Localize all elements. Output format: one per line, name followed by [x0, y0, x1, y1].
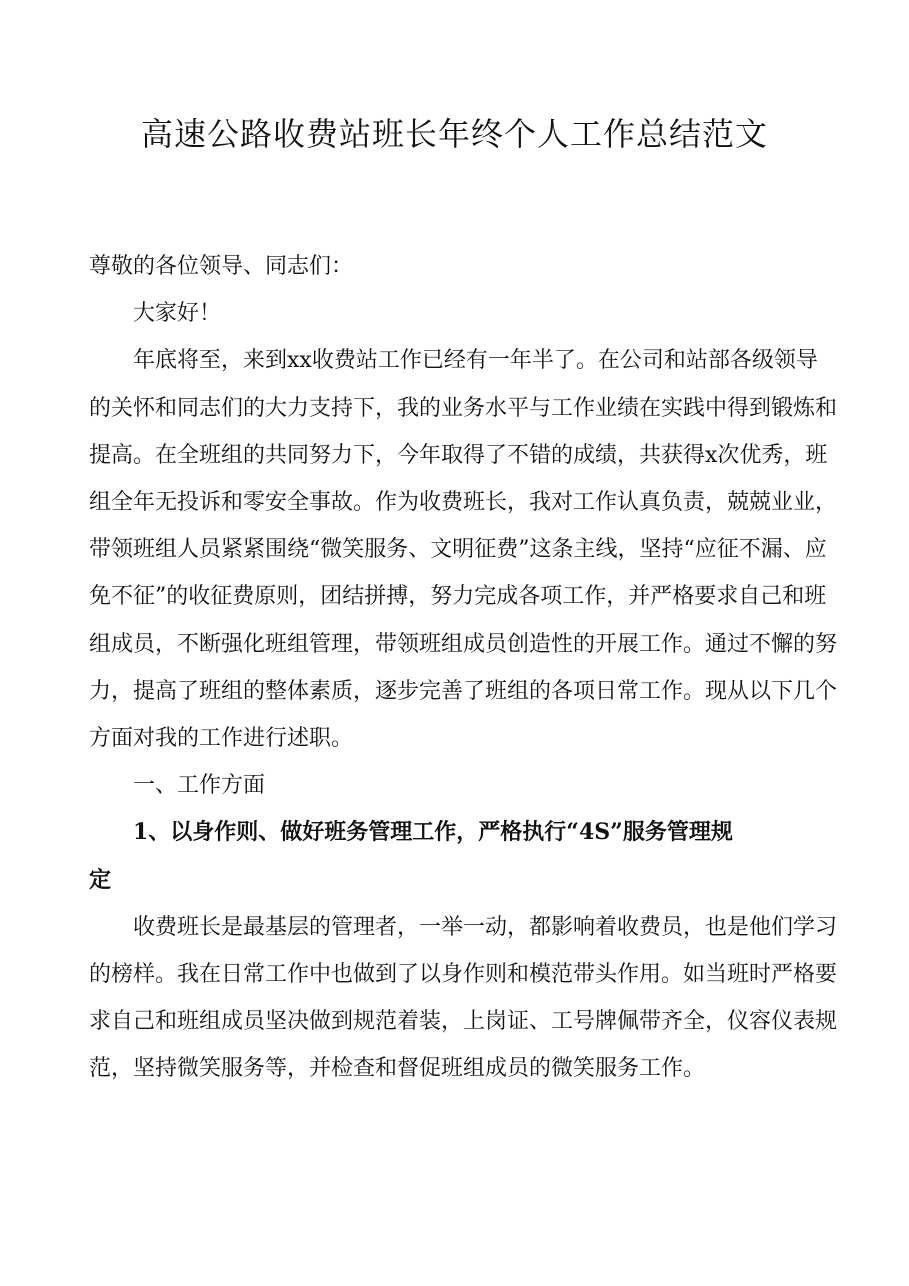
intro-paragraph: 年底将至，来到xx收费站工作已经有一年半了。在公司和站部各级领导的关怀和同志们的大力支持下，我的业务水平与工作业绩在实践中得到锻炼和提高。在全班组的共同努力下，今年取得了不错的成绩，共获得x次优秀，班组全年无投诉和零安全事故。作为收费班长，我对工作认真负责，兢兢业业，带领班组人员紧紧围绕“微笑服务、文明征费”这条主线，坚持“应征不漏、应免不征”的收征费原则，团结拼搏，努力完成各项工作，并严格要求自己和班组成员，不断强化班组管理，带领班组成员创造性的开展工作。通过不懈的努力，提高了班组的整体素质，逐步完善了班组的各项日常工作。现从以下几个方面对我的工作进行述职。: [89, 348, 838, 752]
greeting: 大家好！: [133, 301, 222, 327]
salutation: 尊敬的各位领导、同志们：: [89, 254, 354, 279]
section-heading-work: 一、工作方面: [133, 773, 266, 799]
subsection-heading-1-line1: 1、以身作则、做好班务管理工作，严格执行“4S”服务管理规: [133, 819, 733, 846]
document-title: 高速公路收费站班长年终个人工作总结范文: [140, 115, 768, 153]
subsection-heading-1: [89, 809, 839, 903]
subsection-heading-1-line2: 定: [89, 866, 112, 893]
subsection-1-paragraph: 收费班长是最基层的管理者，一举一动，都影响着收费员，也是他们学习的榜样。我在日常工作中也做到了以身作则和模范带头作用。如当班时严格要求自己和班组成员坚决做到规范着装，上岗证、工号牌佩带齐全，仪容仪表规范，坚持微笑服务等，并检查和督促班组成员的微笑服务工作。: [89, 914, 838, 1082]
document-body: [89, 243, 839, 1093]
